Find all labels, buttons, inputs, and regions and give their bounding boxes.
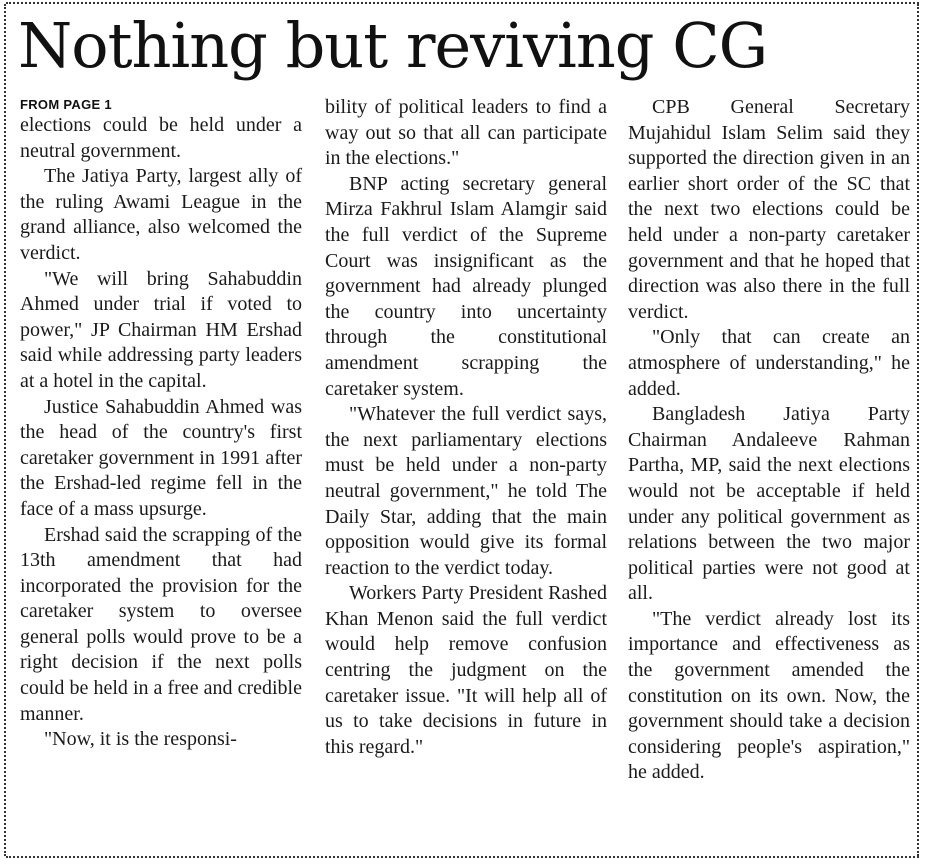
paragraph: Bangladesh Jatiya Party Chairman Andaleeve Rahman Partha, MP, said the next elections would not be acceptable if held under any political government as relations between the two major political parties were not good at all. [628, 403, 910, 605]
dotted-border-bottom [6, 856, 919, 858]
paragraph: The Jatiya Party, largest ally of the ruling Awami League in the grand alliance, also welcomed the verdict. [20, 165, 302, 264]
paragraph: Ershad said the scrapping of the 13th amendment that had incorporated the provision for the caretaker system to oversee general polls would prove to be a right decision if the next polls could be held in a free and credible manner. [20, 523, 302, 725]
dotted-border-right [917, 4, 919, 856]
paragraph: Justice Sahabuddin Ahmed was the head of the country's first caretaker government in 1991 after the Ershad-led regime fell in the face of a mass upsurge. [20, 395, 302, 520]
paragraph: CPB General Secretary Mujahidul Islam Selim said they supported the direction given in an earlier short order of the SC that the next two elections could be held under a non-party caretaker government and that he hoped that direction was also there in the full verdict. [628, 96, 910, 323]
jump-label: FROM PAGE 1 [20, 97, 112, 112]
paragraph: "We will bring Sahabuddin Ahmed under trial if voted to power," JP Chairman HM Ershad said while addressing party leaders at a hotel in the capital. [20, 267, 302, 392]
article-column-2 [325, 95, 607, 760]
paragraph: Workers Party President Rashed Khan Menon said the full verdict would help remove confusion centring the judgment on the caretaker issue. "It will help all of us to take decisions in future in this regard." [325, 582, 607, 758]
paragraph: "Whatever the full verdict says, the next parliamentary elections must be held under a non-party neutral government," he told The Daily Star, adding that the main opposition would give its formal reaction to the verdict today. [325, 403, 607, 579]
paragraph: BNP acting secretary general Mirza Fakhrul Islam Alamgir said the full verdict of the Supreme Court was insignificant as the government had already plunged the country into uncertainty through the constitutional amendment scrapping the caretaker system. [325, 172, 607, 400]
paragraph: "Only that can create an atmosphere of understanding," he added. [628, 326, 910, 400]
headline: Nothing but reviving CG [18, 9, 768, 82]
paragraph: elections could be held under a neutral government. [20, 114, 302, 162]
article-column-3 [628, 95, 910, 786]
article-column-1 [20, 95, 302, 753]
paragraph: "The verdict already lost its importance and effectiveness as the government amended the constitution on its own. Now, the government should take a decision considering people's aspiration," he added. [628, 607, 910, 784]
paragraph: bility of political leaders to find a way out so that all can participate in the elections." [325, 96, 607, 170]
paragraph: "Now, it is the responsi- [44, 728, 237, 751]
dotted-border-left [4, 4, 6, 856]
